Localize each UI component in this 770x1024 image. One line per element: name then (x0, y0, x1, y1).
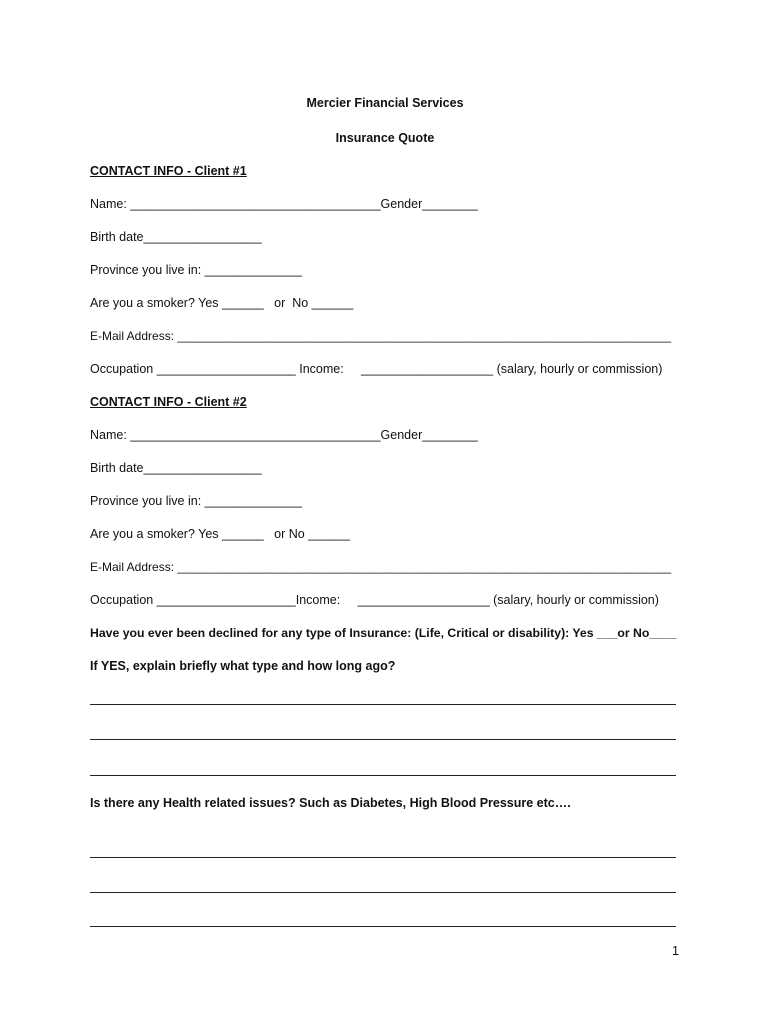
client1-heading: CONTACT INFO - Client #1 (90, 164, 247, 178)
company-name: Mercier Financial Services (306, 96, 464, 110)
client1-occupation-field[interactable]: Occupation ____________________ Income: ___________________ (salary, hourly or commission) (90, 362, 663, 376)
health-answer-line[interactable] (90, 892, 676, 893)
client2-smoker-field[interactable]: Are you a smoker? Yes ______ or No ______ (90, 527, 350, 541)
client2-birth-field[interactable]: Birth date_________________ (90, 461, 262, 475)
client2-name-field[interactable]: Name: ____________________________________Gender________ (90, 428, 478, 442)
client1-smoker-field[interactable]: Are you a smoker? Yes ______ or No ______ (90, 296, 354, 310)
client2-occupation-field[interactable]: Occupation ____________________Income: ___________________ (salary, hourly or commission) (90, 593, 659, 607)
explain-answer-line[interactable] (90, 739, 676, 740)
declined-question[interactable]: Have you ever been declined for any type of Insurance: (Life, Critical or disability): Yes ___or No____ (90, 626, 677, 640)
health-answer-line[interactable] (90, 926, 676, 927)
document-title: Insurance Quote (335, 131, 435, 145)
page-number: 1 (672, 944, 679, 958)
health-question: Is there any Health related issues? Such as Diabetes, High Blood Pressure etc…. (90, 796, 571, 810)
client1-name-field[interactable]: Name: ____________________________________Gender________ (90, 197, 478, 211)
explain-answer-line[interactable] (90, 704, 676, 705)
client1-birth-field[interactable]: Birth date_________________ (90, 230, 262, 244)
client2-province-field[interactable]: Province you live in: ______________ (90, 494, 302, 508)
explain-question: If YES, explain briefly what type and how long ago? (90, 659, 396, 673)
explain-answer-line[interactable] (90, 775, 676, 776)
client1-email-field[interactable]: E-Mail Address: __________________________________________________________________________ (90, 329, 672, 343)
client2-heading: CONTACT INFO - Client #2 (90, 395, 247, 409)
health-answer-line[interactable] (90, 857, 676, 858)
client1-province-field[interactable]: Province you live in: ______________ (90, 263, 302, 277)
client2-email-field[interactable]: E-Mail Address: __________________________________________________________________________ (90, 560, 672, 574)
